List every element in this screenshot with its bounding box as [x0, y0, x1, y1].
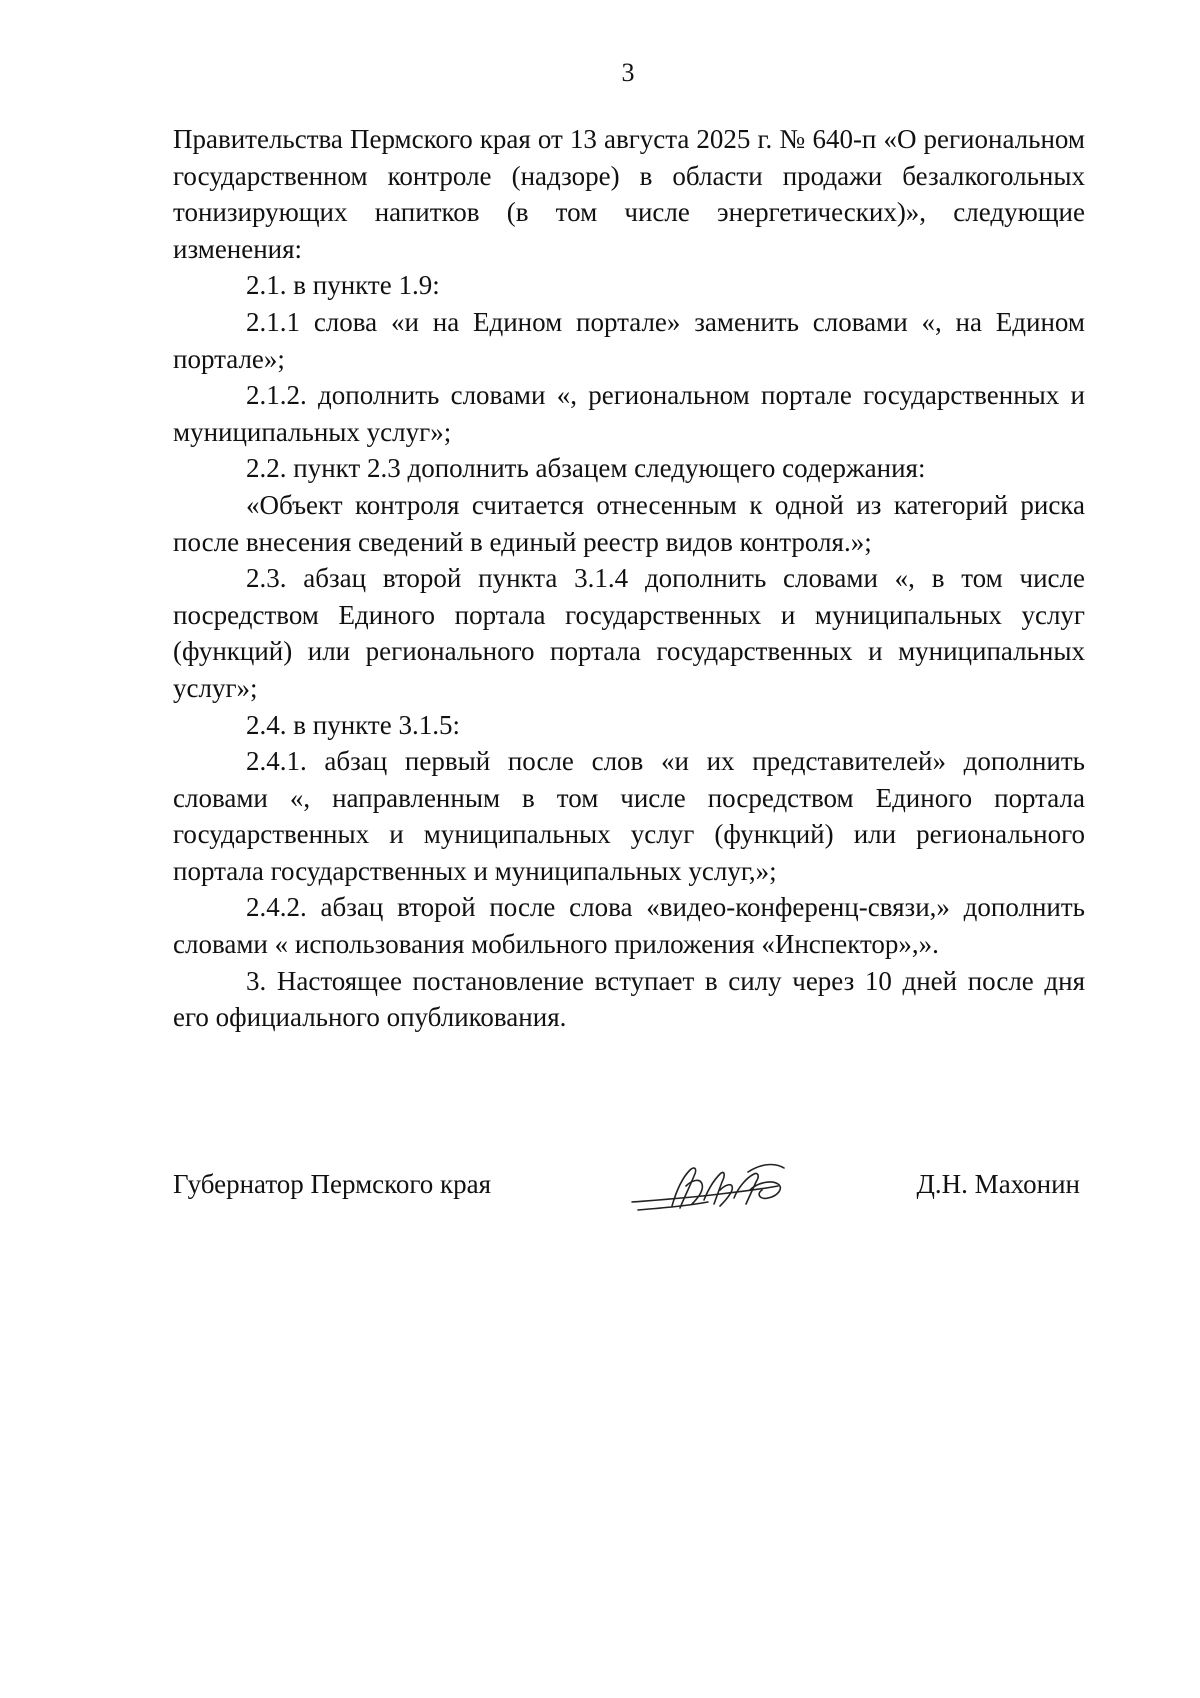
- handwritten-signature: [628, 1160, 798, 1220]
- paragraph-2-3: 2.3. абзац второй пункта 3.1.4 дополнить словами «, в том числе посредством Единого портала государственных и муниципальных услуг (функций) или регионального портала государственных и муниципальных услуг»;: [173, 563, 1085, 703]
- signatory-name: Д.Н. Махонин: [916, 1169, 1080, 1199]
- paragraph-2-1-2: 2.1.2. дополнить словами «, региональном портале государственных и муниципальных услуг»;: [173, 380, 1085, 447]
- paragraph-2-4-1: 2.4.1. абзац первый после слов «и их представителей» дополнить словами «, направленным в том числе посредством Единого портала государственных и муниципальных услуг (функций) или регионального портала государственных и муниципальных услуг,»;: [173, 746, 1085, 886]
- paragraph-2-4: 2.4. в пункте 3.1.5:: [246, 709, 460, 740]
- paragraph-2-2: 2.2. пункт 2.3 дополнить абзацем следующего содержания:: [246, 453, 926, 484]
- paragraph-3: 3. Настоящее постановление вступает в силу через 10 дней после дня его официального опубликования.: [173, 965, 1085, 1033]
- paragraph-2-1: 2.1. в пункте 1.9:: [246, 270, 440, 301]
- signatory-position: Губернатор Пермского края: [173, 1169, 492, 1199]
- signature-block: [0, 1160, 1200, 1240]
- paragraph-2-4-2: 2.4.2. абзац второй после слова «видео-конференц-связи,» дополнить словами « использования мобильного приложения «Инспектор»,».: [173, 892, 1085, 960]
- paragraph-2-1-1: 2.1.1 слова «и на Едином портале» заменить словами «, на Едином портале»;: [173, 306, 1085, 374]
- page-number: 3: [621, 58, 635, 87]
- paragraph-intro: Правительства Пермского края от 13 августа 2025 г. № 640-п «О региональном государственном контроле (надзоре) в области продажи безалкогольных тонизирующих напитков (в том числе энергетических)», следующие изменения:: [173, 124, 1085, 264]
- paragraph-quote: «Объект контроля считается отнесенным к одной из категорий риска после внесения сведений в единый реестр видов контроля.»;: [173, 489, 1085, 557]
- document-body: [173, 121, 1085, 1036]
